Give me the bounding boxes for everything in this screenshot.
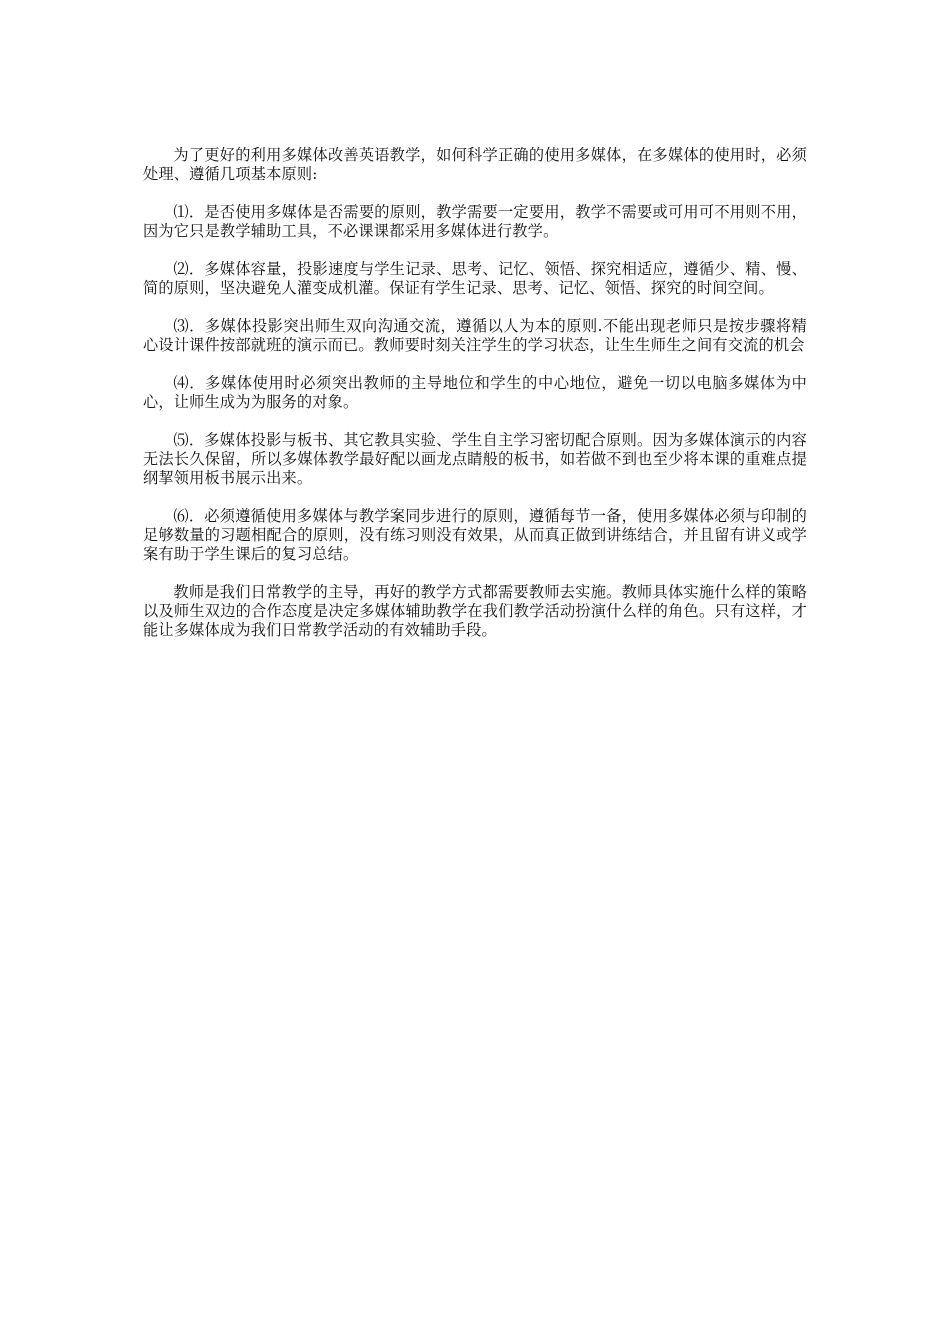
document-body [143, 146, 807, 659]
principle-5-paragraph: ⑸．多媒体投影与板书、其它教具实验、学生自主学习密切配合原则。因为多媒体演示的内容无法长久保留，所以多媒体教学最好配以画龙点睛般的板书，如若做不到也至少将本课的重难点提纲挈领用板书展示出来。 [143, 431, 807, 487]
conclusion-paragraph: 教师是我们日常教学的主导，再好的教学方式都需要教师去实施。教师具体实施什么样的策略以及师生双边的合作态度是决定多媒体辅助教学在我们教学活动扮演什么样的角色。只有这样，才能让多媒体成为我们日常教学活动的有效辅助手段。 [143, 583, 807, 639]
intro-paragraph: 为了更好的利用多媒体改善英语教学，如何科学正确的使用多媒体，在多媒体的使用时，必须处理、遵循几项基本原则: [143, 146, 807, 183]
principle-6-paragraph: ⑹．必须遵循使用多媒体与教学案同步进行的原则，遵循每节一备，使用多媒体必须与印制的足够数量的习题相配合的原则，没有练习则没有效果，从而真正做到讲练结合，并且留有讲义或学案有助于学生课后的复习总结。 [143, 507, 807, 563]
principle-4-paragraph: ⑷．多媒体使用时必须突出教师的主导地位和学生的中心地位，避免一切以电脑多媒体为中心，让师生成为为服务的对象。 [143, 374, 807, 411]
principle-3-paragraph: ⑶．多媒体投影突出师生双向沟通交流，遵循以人为本的原则.不能出现老师只是按步骤将精心设计课件按部就班的演示而已。教师要时刻关注学生的学习状态，让生生师生之间有交流的机会 [143, 317, 807, 354]
principle-1-paragraph: ⑴．是否使用多媒体是否需要的原则，教学需要一定要用，教学不需要或可用可不用则不用，因为它只是教学辅助工具，不必课课都采用多媒体进行教学。 [143, 203, 807, 240]
principle-2-paragraph: ⑵．多媒体容量，投影速度与学生记录、思考、记忆、领悟、探究相适应，遵循少、精、慢、简的原则，坚决避免人灌变成机灌。保证有学生记录、思考、记忆、领悟、探究的时间空间。 [143, 260, 807, 297]
